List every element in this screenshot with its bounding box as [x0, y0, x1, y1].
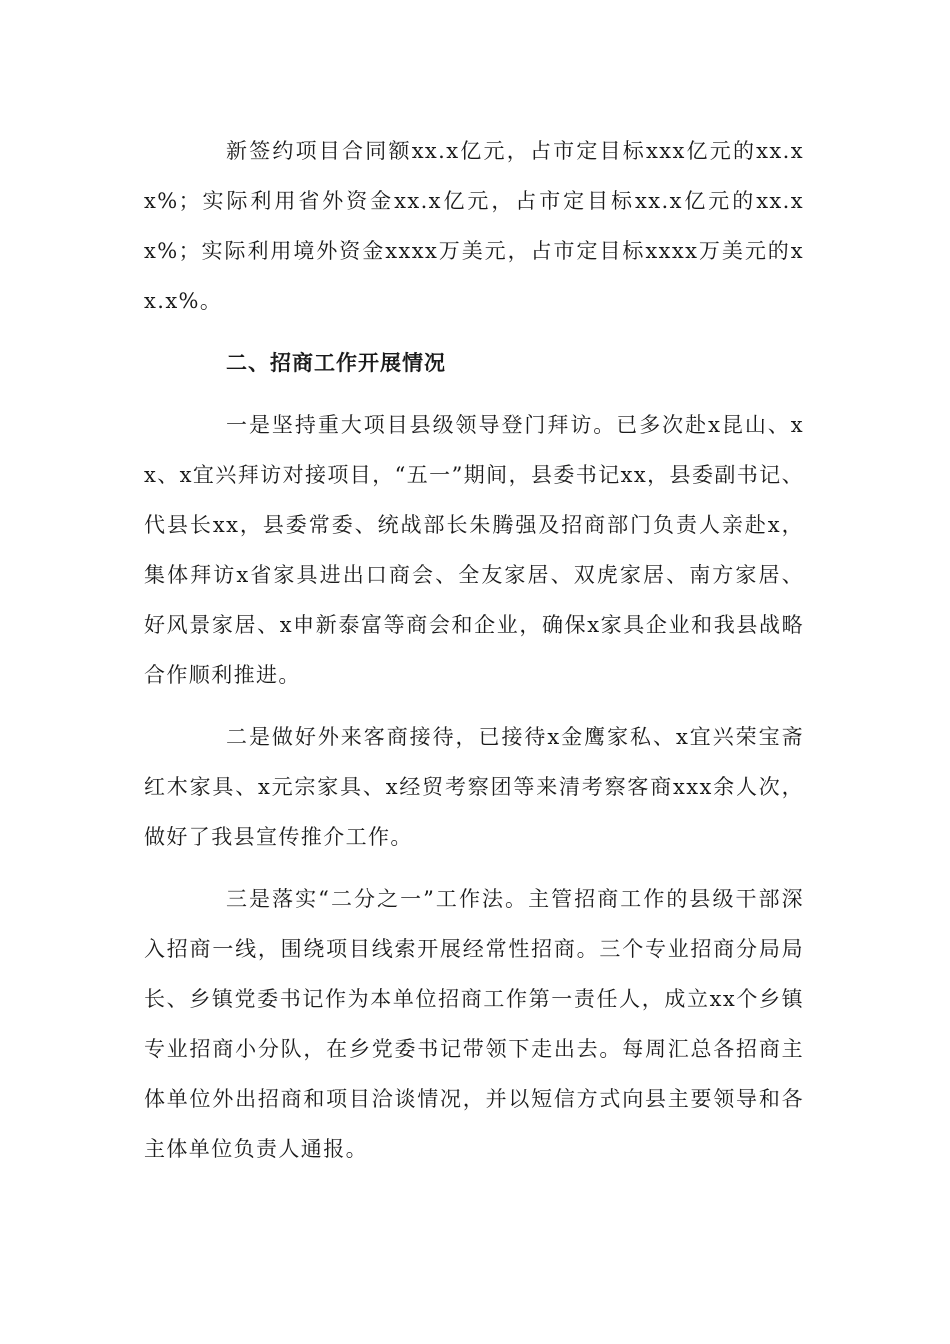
- spacer: [144, 700, 804, 712]
- section-heading: 二、招商工作开展情况: [226, 351, 446, 375]
- paragraph-investment-results: 新签约项目合同额xx.x亿元，占市定目标xxx亿元的xx.xx%；实际利用省外资金xx.x亿元，占市定目标xx.x亿元的xx.xx%；实际利用境外资金xxxx万美元，占市定目标xxxx万美元的xx.x%。: [144, 139, 804, 313]
- document-page: [144, 126, 804, 1174]
- spacer: [144, 388, 804, 400]
- paragraph-work-method: 三是落实“二分之一”工作法。主管招商工作的县级干部深入招商一线，围绕项目线索开展经常性招商。三个专业招商分局局长、乡镇党委书记作为本单位招商工作第一责任人，成立xx个乡镇专业招商小分队，在乡党委书记带领下走出去。每周汇总各招商主体单位外出招商和项目洽谈情况，并以短信方式向县主要领导和各主体单位负责人通报。: [144, 887, 804, 1161]
- spacer: [144, 862, 804, 874]
- paragraph-visitor-reception: 二是做好外来客商接待，已接待x金鹰家私、x宜兴荣宝斋红木家具、x元宗家具、x经贸考察团等来清考察客商xxx余人次，做好了我县宣传推介工作。: [144, 725, 804, 849]
- paragraph-leadership-visits: 一是坚持重大项目县级领导登门拜访。已多次赴x昆山、xx、x宜兴拜访对接项目，“五一”期间，县委书记xx，县委副书记、代县长xx，县委常委、统战部长朱腾强及招商部门负责人亲赴x，集体拜访x省家具进出口商会、全友家居、双虎家居、南方家居、好风景家居、x申新泰富等商会和企业，确保x家具企业和我县战略合作顺利推进。: [144, 413, 804, 687]
- spacer: [144, 326, 804, 338]
